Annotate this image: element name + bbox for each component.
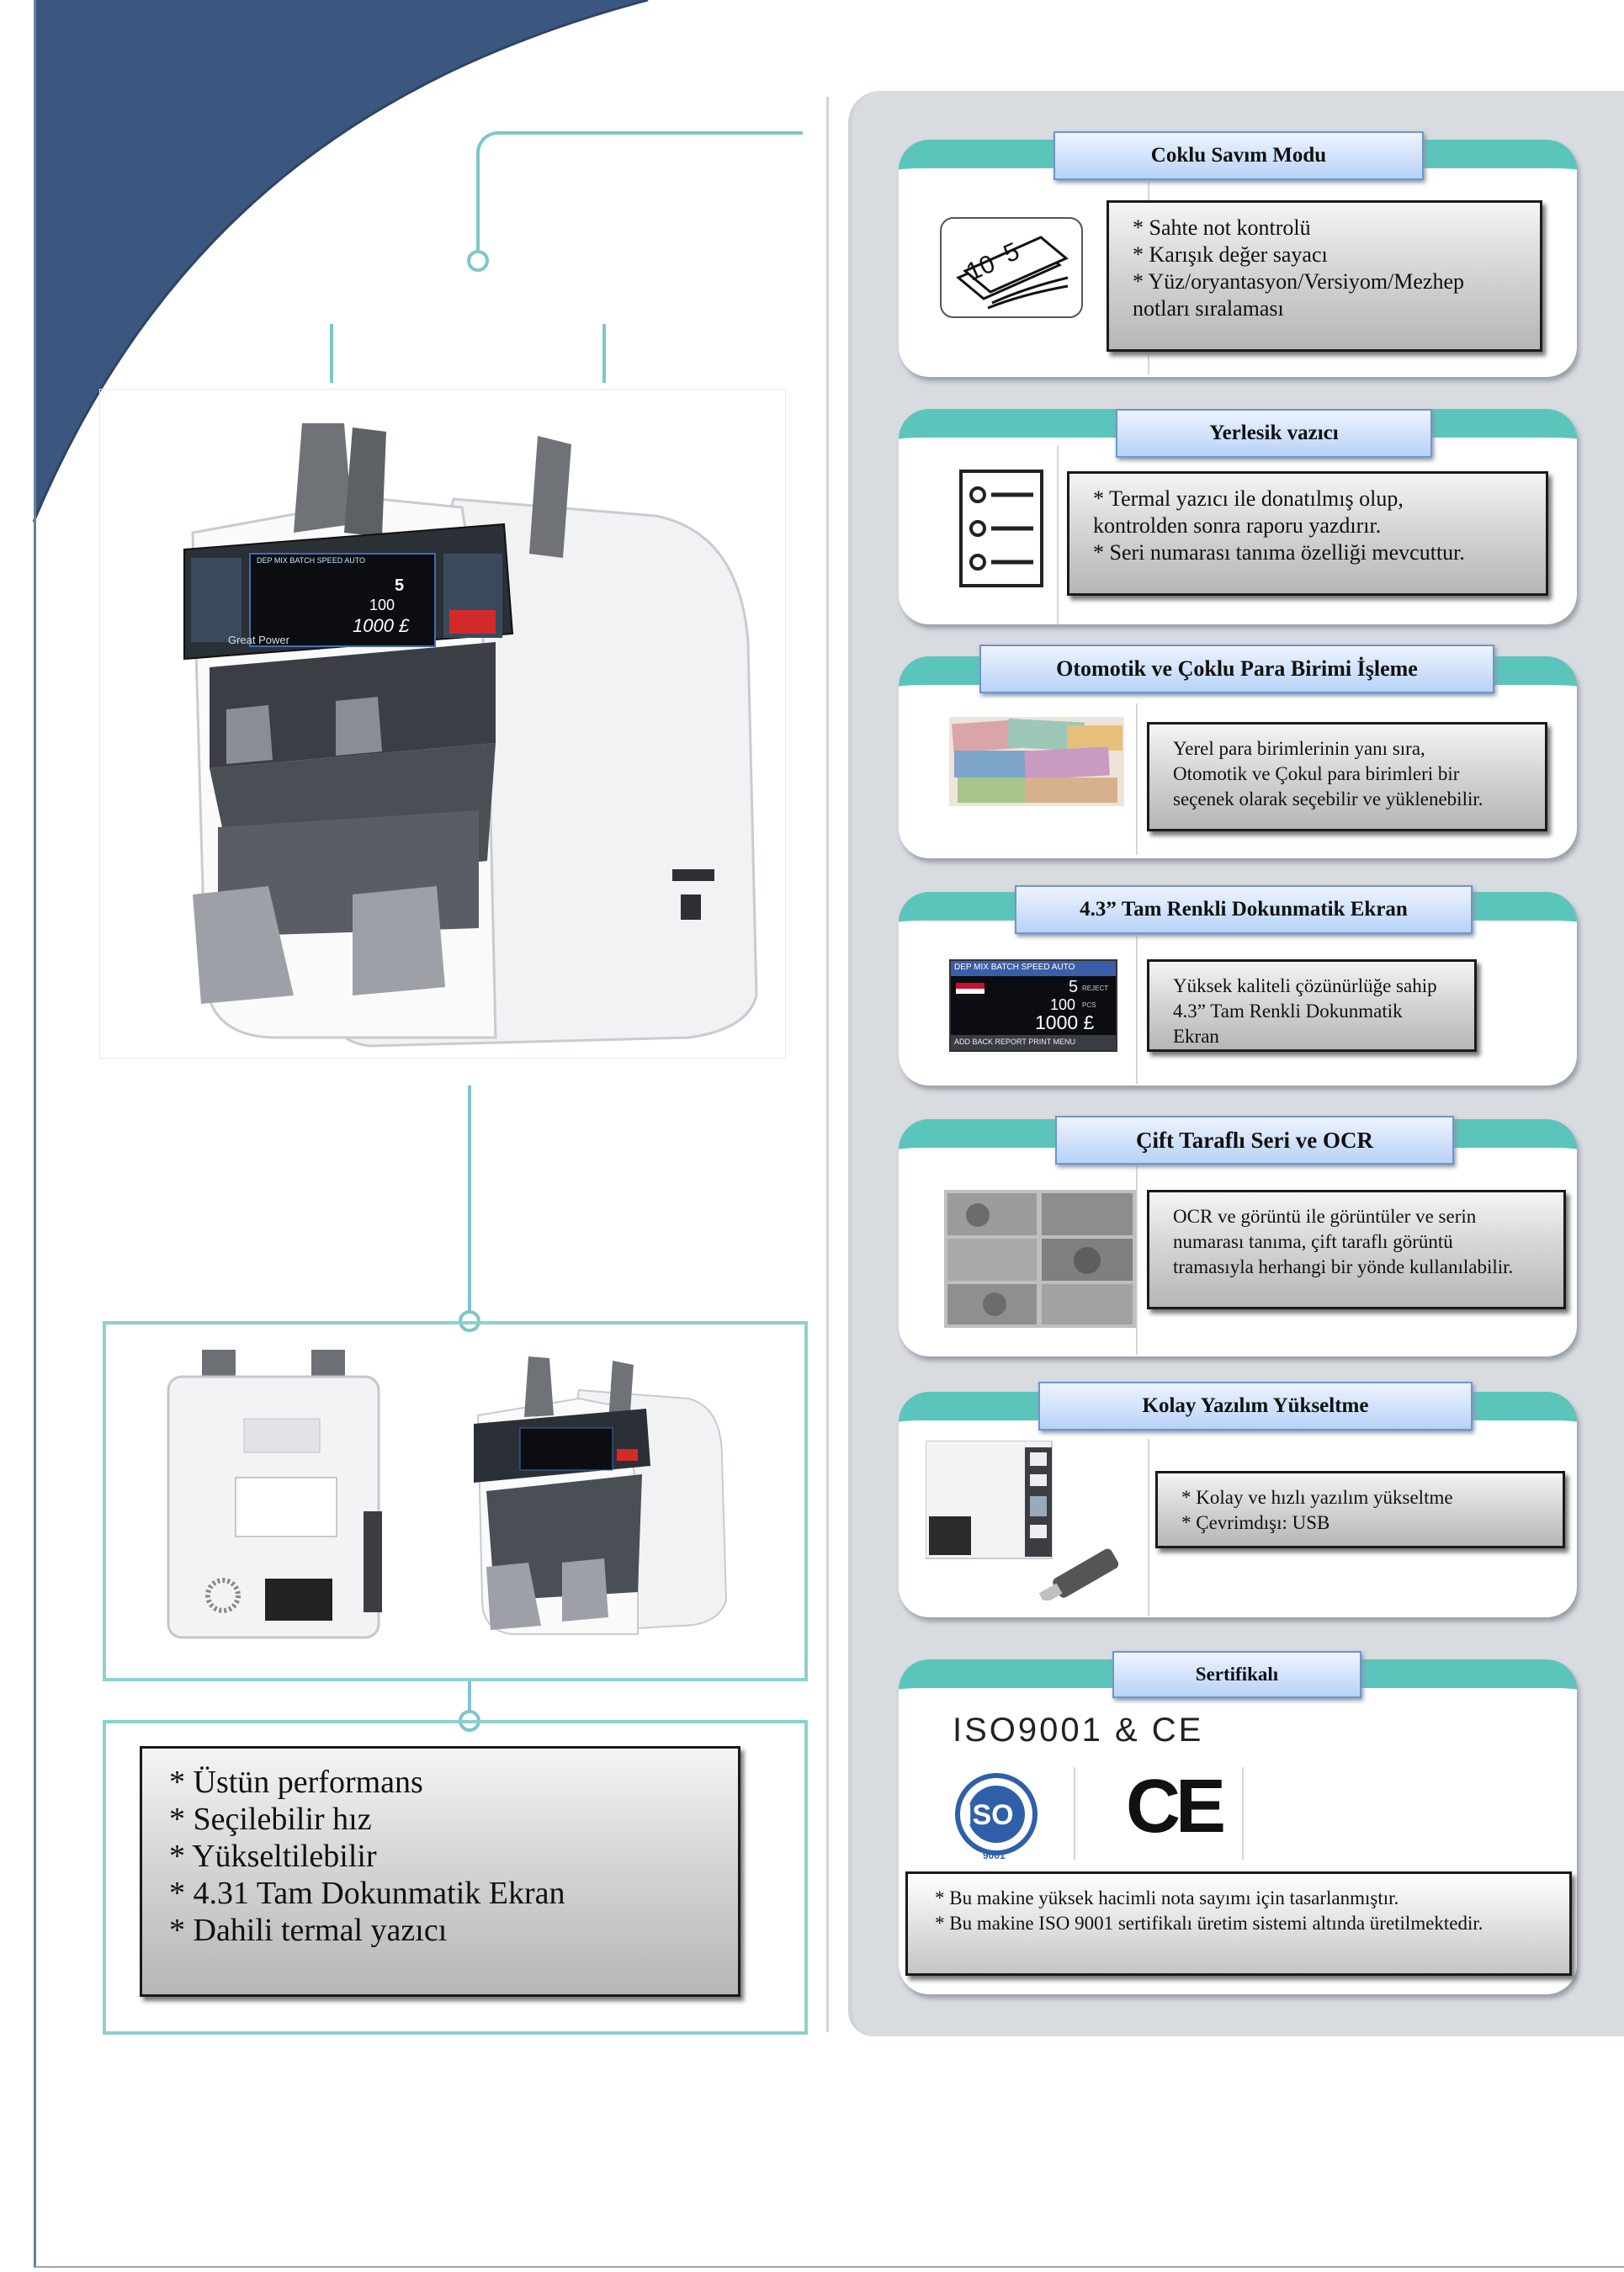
screen-pcs-label: PCS xyxy=(1082,1001,1096,1009)
touchscreen-icon xyxy=(949,959,1117,1052)
connector-line xyxy=(476,151,480,251)
product-main-image xyxy=(99,389,786,1059)
card-separator xyxy=(1136,703,1138,855)
banknote-stack-icon xyxy=(940,217,1083,318)
feature-line: * Kolay ve hızlı yazılım yükseltme xyxy=(1181,1487,1453,1508)
highlight-item: * Üstün performans xyxy=(169,1765,423,1800)
product-back-view-image xyxy=(143,1343,404,1641)
connector-line xyxy=(330,324,333,383)
panel-brand-text: Great Power xyxy=(228,634,289,646)
cert-heading: ISO9001 & CE xyxy=(953,1712,1204,1749)
feature-title-touchscreen: 4.3” Tam Renkli Dokunmatik Ekran xyxy=(1015,885,1473,934)
feature-title-printer: Yerlesik vazıcı xyxy=(1116,409,1432,458)
panel-count-top: 5 xyxy=(395,576,405,595)
feature-title-ocr: Çift Taraflı Seri ve OCR xyxy=(1055,1116,1454,1165)
feature-title-currency: Otomotik ve Çoklu Para Birimi İşleme xyxy=(979,645,1494,693)
feature-line: * Yüz/oryantasyon/Versiyom/Mezhep xyxy=(1133,269,1464,294)
feature-text-box xyxy=(1067,471,1548,596)
feature-line: notları sıralaması xyxy=(1133,296,1284,321)
ocr-scan-icon xyxy=(944,1190,1136,1328)
feature-line: * Termal yazıcı ile donatılmış olup, xyxy=(1093,486,1404,511)
connector-line xyxy=(602,324,606,383)
iso-logo-number: 9001 xyxy=(983,1850,1006,1861)
connector-node xyxy=(467,250,489,272)
highlight-item: * 4.31 Tam Dokunmatik Ekran xyxy=(169,1876,565,1911)
feature-line: OCR ve görüntü ile görüntüler ve serin xyxy=(1173,1206,1477,1227)
screen-reject-label: REJECT xyxy=(1082,985,1109,992)
feature-line: seçenek olarak seçebilir ve yüklenebilir. xyxy=(1173,788,1483,810)
panel-tabs-text: DEP MIX BATCH SPEED AUTO xyxy=(257,556,366,565)
highlight-item: * Seçilebilir hız xyxy=(169,1802,372,1837)
feature-line: * Karışık değer sayacı xyxy=(1133,242,1328,267)
feature-line: kontrolden sonra raporu yazdırır. xyxy=(1093,513,1382,538)
product-front-view-image xyxy=(461,1348,739,1651)
feature-line: tramasıyla herhangi bir yönde kullanılabilir. xyxy=(1173,1256,1514,1277)
feature-line: * Çevrimdışı: USB xyxy=(1181,1512,1330,1533)
highlight-item: * Dahili termal yazıcı xyxy=(169,1913,448,1948)
card-separator xyxy=(1136,936,1138,1084)
card-separator xyxy=(1136,1161,1138,1355)
panel-count-mid: 100 xyxy=(369,597,395,613)
feature-title-software: Kolay Yazılım Yükseltme xyxy=(1038,1382,1473,1431)
usb-port-icon xyxy=(926,1441,1138,1600)
feature-line: * Bu makine yüksek hacimli nota sayımı için tasarlanmıştır. xyxy=(935,1887,1399,1908)
feature-text-box xyxy=(1147,959,1477,1052)
feature-title-certified: Sertifikalı xyxy=(1112,1651,1361,1698)
screen-amount: 1000 £ xyxy=(1035,1011,1095,1033)
card-separator xyxy=(1148,1439,1149,1616)
column-divider xyxy=(826,97,829,2032)
feature-line: 4.3” Tam Renkli Dokunmatik Ekran xyxy=(1173,1001,1403,1047)
connector-line xyxy=(496,131,803,135)
feature-text-box xyxy=(1147,1190,1566,1309)
feature-line: * Seri numarası tanıma özelliği mevcuttur. xyxy=(1093,540,1465,565)
feature-title-multi-count: Coklu Savım Modu xyxy=(1053,131,1424,180)
feature-text-box xyxy=(1107,200,1542,352)
iso-logo-text: ISO xyxy=(964,1799,1014,1831)
screen-tabs: DEP MIX BATCH SPEED AUTO xyxy=(954,963,1075,972)
iso-logo-icon xyxy=(949,1770,1050,1861)
feature-line: Otomotik ve Çokul para birimleri bir xyxy=(1173,763,1460,784)
highlight-item: * Yükseltilebilir xyxy=(169,1839,377,1874)
screen-bottom-tabs: ADD BACK REPORT PRINT MENU xyxy=(954,1038,1076,1046)
card-separator xyxy=(1074,1767,1075,1860)
feature-text-box xyxy=(1155,1471,1565,1548)
egypt-flag-icon xyxy=(956,983,984,1000)
cert-text-box xyxy=(905,1871,1572,1976)
panel-count-bottom: 1000 £ xyxy=(353,615,410,636)
feature-line: numarası tanıma, çift taraflı görüntü xyxy=(1173,1231,1453,1252)
feature-line: Yerel para birimlerinin yanı sıra, xyxy=(1173,738,1425,759)
highlights-box xyxy=(140,1746,740,1997)
screen-pcs-count: 100 xyxy=(1050,996,1076,1013)
feature-line: Yüksek kaliteli çözünürlüğe sahip xyxy=(1173,975,1437,996)
checklist-icon xyxy=(959,470,1043,587)
feature-line: * Bu makine ISO 9001 sertifikalı üretim sistemi altında üretilmektedir. xyxy=(935,1913,1483,1934)
ce-mark: CE xyxy=(1126,1765,1222,1849)
connector-line xyxy=(468,1086,471,1314)
feature-line: * Sahte not kontrolü xyxy=(1133,215,1311,240)
card-separator xyxy=(1242,1767,1244,1860)
feature-text-box xyxy=(1147,722,1547,831)
banknote-denomination: 5 xyxy=(999,237,1024,269)
currencies-icon xyxy=(949,717,1124,806)
banknote-denomination: 10 xyxy=(962,249,1000,287)
card-separator xyxy=(1057,446,1059,624)
screen-reject-count: 5 xyxy=(1069,978,1079,996)
